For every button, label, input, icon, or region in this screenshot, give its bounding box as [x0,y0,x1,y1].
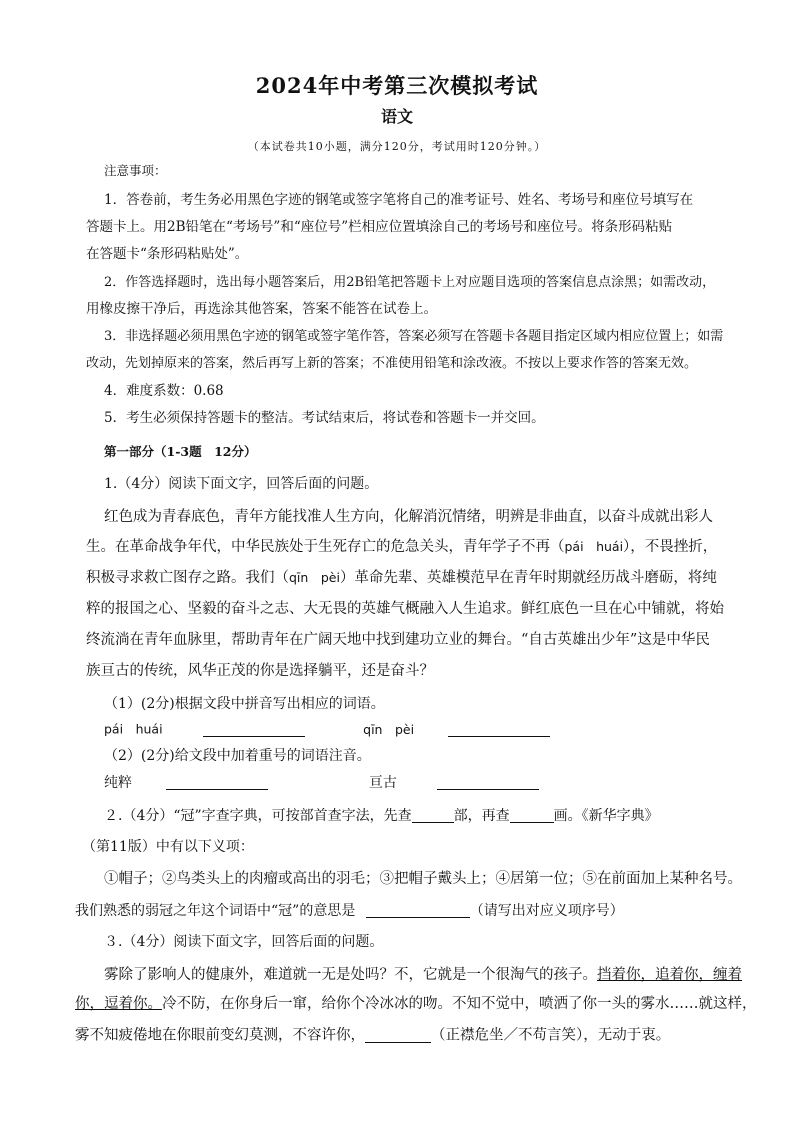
instruction-1a: 1．答卷前，考生务必用黑色字迹的钢笔或签字笔将自己的准考证号、姓名、考场号和座位号填写在 [104,192,694,208]
answer-blank-3[interactable] [166,775,268,790]
answer-blank-4[interactable] [437,775,539,790]
answer-blank-radical[interactable] [412,808,454,823]
answer-blank-1[interactable] [203,722,305,737]
q2-line-1-tail: 画。《新华字典》 [553,808,659,824]
instruction-3a: 3．非选择题必须用黑色字迹的钢笔或签字笔作答，答案必须写在答题卡各题目指定区域内相应位置上；如需 [104,329,724,344]
q1-passage-line-3-tail: ）革命先辈、英雄模范早在青年时期就经历战斗磨砺，将纯 [339,570,717,586]
sub1-pinyin-2: qīn pèi [363,721,415,737]
q2-line-2: （第11版）中有以下义项： [82,839,254,855]
q1-passage-line-3 [86,571,717,586]
subject-heading: 语文 [380,107,413,126]
q3-passage-line-3 [75,1028,670,1043]
q1-pinyin-paihuai: pái huái [564,539,624,554]
q2-line-1-text: ２.（4分）“冠”字查字典，可按部首查字法，先查 [104,808,412,824]
q3-passage-line-2 [75,997,757,1012]
q1-sub1-answers [104,722,550,737]
q1-passage-line-2 [86,540,717,555]
q3-underlined-sentence-1: 挡着你，追着你，缠着 [597,967,742,983]
instruction-2a: 2．作答选择题时，选出每小题答案后，用2B铅笔把答题卡上对应题目选项的答案信息点涂黑；如需改动， [104,275,716,290]
answer-blank-idiom[interactable] [365,1028,431,1043]
q3-passage-line-3-tail: （正襟危坐／不苟言笑），无动于衷。 [431,1027,671,1044]
answer-blank-meaning[interactable] [366,903,470,918]
q3-underlined-sentence-2: 你，逗着你。 [75,996,162,1012]
q1-passage-line-5: 终流淌在青年血脉里，帮助青年在广阔天地中找到建功立业的舞台。“自古英雄出少年”这是中华民 [86,632,710,648]
instruction-1c: 在答题卡“条形码粘贴处”。 [86,246,249,262]
q3-passage-line-3-text: 雾不知疲倦地在你眼前变幻莫测，不容许你， [75,1027,365,1044]
answer-blank-strokes[interactable] [510,808,554,823]
sub2-word-1: 纯粹 [104,775,132,791]
q3-passage-line-1 [104,968,742,983]
q2-line-1-mid: 部，再查 [453,808,510,824]
exam-note: （本试卷共10小题，满分120分，考试用时120分钟。） [247,140,547,153]
sub2-word-2: 亘古 [368,775,397,791]
instruction-5: 5．考生必须保持答题卡的整洁。考试结束后，将试卷和答题卡一并交回。 [104,410,545,426]
answer-blank-2[interactable] [448,722,550,737]
q2-line-1 [104,808,659,823]
q1-passage-line-6: 族亘古的传统，风华正茂的你是选择躺平，还是奋斗？ [86,663,434,679]
q1-passage-line-2-tail: ），不畏挫折， [623,539,718,555]
part1-heading: 第一部分（1-3题 12分） [104,444,257,459]
q1-passage-line-1: 红色成为青春底色，青年方能找准人生方向，化解消沉情绪，明辨是非曲直，以奋斗成就出彩人 [104,509,713,525]
sub1-pinyin-1: pái huái [104,721,163,737]
q3-passage-line-1-text: 雾除了影响人的健康外，难道就一无是处吗？不，它就是一个很淘气的孩子。 [104,967,597,983]
q1-sub1: （1）(2分)根据文段中拼音写出相应的词语。 [104,696,385,712]
instruction-4: 4．难度系数：0.68 [104,383,224,399]
q1-pinyin-qinpei: qīn pèi [289,570,340,585]
q1-stem: 1.（4分）阅读下面文字，回答后面的问题。 [104,476,379,492]
q3-stem: ３.（4分）阅读下面文字，回答后面的问题。 [104,934,384,950]
q1-passage-line-3-text: 积极寻求救亡图存之路。我们（ [86,570,289,586]
instruction-2b: 用橡皮擦干净后，再选涂其他答案，答案不能答在试卷上。 [86,301,437,317]
page-title: 2024年中考第三次模拟考试 [255,73,539,98]
q2-line-4-tail: （请写出对应义项序号） [469,903,624,919]
q1-passage-line-2-text: 生。在革命战争年代，中华民族处于生死存亡的危急关头，青年学子不再（ [86,539,565,555]
q1-sub2-answers [104,775,539,790]
q1-sub2: （2）(2分)给文段中加着重号的词语注音。 [104,748,371,764]
instructions-heading: 注意事项： [104,163,167,178]
q2-line-4 [75,903,624,918]
instruction-1b: 答题卡上。用2B铅笔在“考场号”和“座位号”栏相应位置填涂自己的考场号和座位号。将条形码粘贴 [86,219,673,235]
q2-line-3: ①帽子；②鸟类头上的肉瘤或高出的羽毛；③把帽子戴头上；④居第一位；⑤在前面加上某种名号。 [104,871,742,887]
q3-passage-line-2-text: 冷不防，在你身后一窜，给你个冷冰冰的吻。不知不觉中，喷洒了你一头的雾水……就这样， [162,996,757,1012]
q1-passage-line-4: 粹的报国之心、坚毅的奋斗之志、大无畏的英雄气概融入人生追求。鲜红底色一旦在心中铺就，将始 [86,601,724,617]
instruction-3b: 改动，先划掉原来的答案，然后再写上新的答案；不准使用铅笔和涂改液。不按以上要求作答的答案无效。 [86,356,698,371]
q2-line-4-text: 我们熟悉的弱冠之年这个词语中“冠”的意思是 [75,903,356,919]
